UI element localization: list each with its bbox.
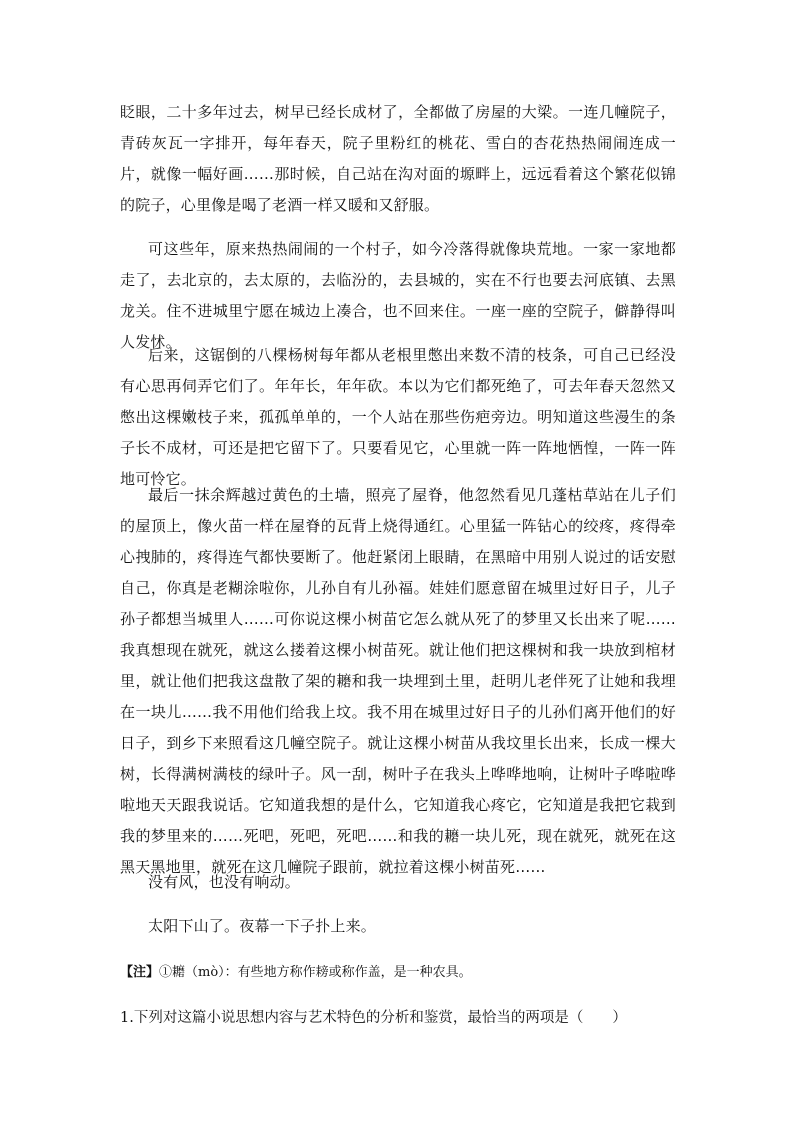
paragraph-4: 最后一抹余辉越过黄色的土墙，照亮了屋脊，他忽然看见几蓬枯草站在儿子们的屋顶上，像火苗一样在屋脊的瓦背上烧得通红。心里猛一阵钻心的绞疼，疼得牵心拽肺的，疼得连气都快要断了。他赶紧闭上眼睛，在黑暗中用别人说过的话安慰自己，你真是老糊涂啦你，儿孙自有儿孙福。娃娃们愿意留在城里过好日子，儿子孙子都想当城里人……可你说这棵小树苗它怎么就从死了的梦里又长出来了呢……我真想现在就死，就这么搂着这棵小树苗死。就让他们把这棵树和我一块放到棺材里，就让他们把我这盘散了架的耱和我一块埋到土里，赶明儿老伴死了让她和我埋在一块儿……我不用他们给我上坟。我不用在城里过好日子的儿孙们离开他们的好日子，到乡下来照看这几幢空院子。就让这棵小树苗从我坟里长出来，长成一棵大树，长得满树满枝的绿叶子。风一刮，树叶子在我头上哗哗地响，让树叶子哗啦哗啦地天天跟我说话。它知道我想的是什么，它知道我心疼它，它知道是我把它栽到我的梦里来的……死吧，死吧，死吧……和我的耱一块儿死，现在就死，就死在这黑天黑地里，就死在这几幢院子跟前，就拉着这棵小树苗死…… [120,486,676,876]
paragraph-5: 没有风，也没有响动。 [148,873,301,891]
question-1: 1.下列对这篇小说思想内容与艺术特色的分析和鉴赏，最恰当的两项是（ ） [120,1010,627,1026]
paragraph-3: 后来，这锯倒的八棵杨树每年都从老根里憋出来数不清的枝条，可自己已经没有心思再伺弄它们了。年年长，年年砍。本以为它们都死绝了，可去年春天忽然又憋出这棵嫩枝子来，孤孤单单的，一个人站在那些伤疤旁边。明知道这些漫生的条子长不成材，可还是把它留下了。只要看见它，心里就一阵一阵地恓惶，一阵一阵地可怜它。 [120,346,676,488]
paragraph-2: 可这些年，原来热热闹闹的一个村子，如今冷落得就像块荒地。一家一家地都走了，去北京的，去太原的，去临汾的，去县城的，实在不行也要去河底镇、去黑龙关。住不进城里宁愿在城边上凑合，也不回来住。一座一座的空院子，僻静得叫人发怵。 [120,240,676,351]
footnote-text: ①耱（mò）：有些地方称作耪或称作盖，是一种农具。 [159,965,472,980]
footnote [120,963,680,983]
footnote-label: 【注】 [120,965,160,980]
paragraph-1: 眨眼，二十多年过去，树早已经长成材了，全都做了房屋的大梁。一连几幢院子，青砖灰瓦一字排开，每年春天，院子里粉红的桃花、雪白的杏花热热闹闹连成一片，就像一幅好画……那时候，自己站在沟对面的塬畔上，远远看着这个繁花似锦的院子，心里像是喝了老酒一样又暖和又舒服。 [120,103,676,214]
paragraph-6: 太阳下山了。夜幕一下子扑上来。 [148,917,377,935]
